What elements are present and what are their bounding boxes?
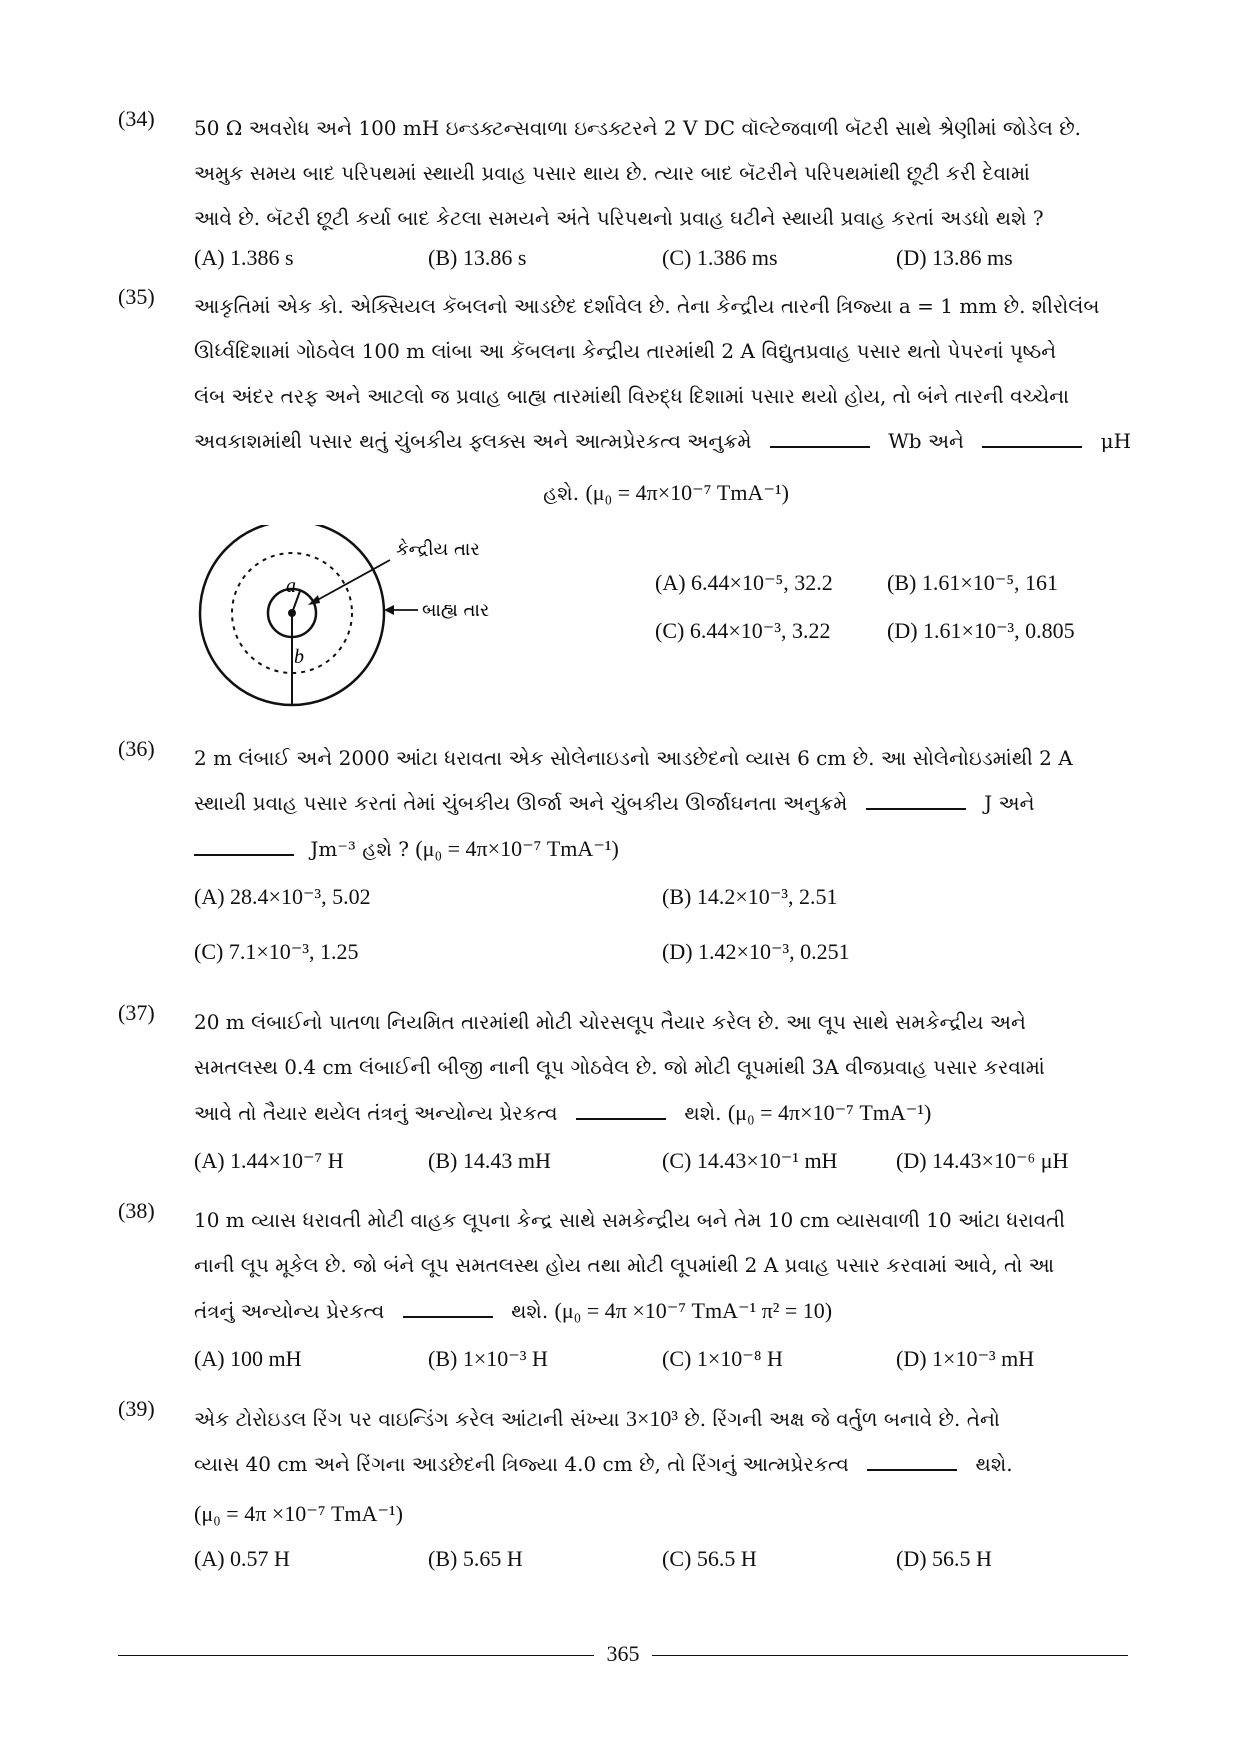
question-35 [118, 284, 1138, 516]
question-number: (34) [118, 106, 155, 131]
options [194, 245, 1138, 271]
option-d[interactable]: (D) 13.86 ms [896, 245, 1013, 270]
options [194, 1546, 1138, 1572]
answer-blank [867, 1468, 957, 1471]
option-b[interactable]: (B) 14.43 mH [428, 1148, 551, 1173]
footer-rule-right [652, 1655, 1128, 1656]
option-b[interactable]: (B) 5.65 H [428, 1546, 523, 1571]
question-text: આકૃતિમાં એક કો. એક્સિયલ કૅબલનો આડછેદ દર્શાવેલ છે. તેના કેન્દ્રીય તારની ત્રિજ્યા a = 1 mm છે. શીરોલંબ ઊર્ધ્વદિશામાં ગોઠવેલ 100 m લાંબા આ કૅબલના કેન્દ્રીય તારમાંથી 2 A વિદ્યુતપ્રવાહ પસાર થતો પેપરનાં પૃષ્ઠને લંબ અંદર તરફ અને આટલો જ પ્રવાહ બાહ્ય તારમાંથી વિરુદ્ધ દિશામાં પસાર થયો હોય, તો બંને તારની વચ્ચેના અવકાશમાંથી પસાર થતું ચુંબકીય ફ્લક્સ અને આત્મપ્રેરકત્વ અનુક્રમે Wb અને μH હશે. (μ₀ = 4π×10⁻⁷ TmA⁻¹) [194, 294, 1132, 505]
formula: (μ₀ = 4π ×10⁻⁷ TmA⁻¹ π² = 10) [554, 1298, 833, 1323]
option-a[interactable]: (A) 28.4×10⁻³, 5.02 [194, 884, 371, 909]
svg-text:a: a [286, 575, 296, 597]
option-b[interactable]: (B) 1×10⁻³ H [428, 1346, 548, 1371]
coaxial-cable-figure [190, 525, 520, 725]
options [194, 1148, 1138, 1174]
option-c[interactable]: (C) 14.43×10⁻¹ mH [662, 1148, 838, 1173]
question-number: (35) [118, 284, 155, 309]
formula: (μ₀ = 4π ×10⁻⁷ TmA⁻¹) [194, 1501, 403, 1526]
question-number: (36) [118, 736, 155, 761]
option-a[interactable]: (A) 1.386 s [194, 245, 294, 270]
page-number: 365 [606, 1641, 640, 1666]
question-number: (37) [118, 1000, 155, 1025]
answer-blank [403, 1315, 493, 1318]
option-a[interactable]: (A) 0.57 H [194, 1546, 290, 1571]
option-c[interactable]: (C) 6.44×10⁻³, 3.22 [655, 618, 831, 643]
option-b[interactable]: (B) 13.86 s [428, 245, 527, 270]
options [194, 884, 1138, 965]
question-34 [118, 106, 1138, 271]
question-text: 2 m લંબાઈ અને 2000 આંટા ધરાવતા એક સોલેનાઇડનો આડછેદનો વ્યાસ 6 cm છે. આ સોલેનોઇડમાંથી 2 A સ્થાયી પ્રવાહ પસાર કરતાં તેમાં ચુંબકીય ઊર્જા અને ચુંબકીય ઊર્જાઘનતા અનુક્રમે J અને Jm⁻³ હશે ? (μ₀ = 4π×10⁻⁷ TmA⁻¹) [194, 746, 1073, 861]
question-text: એક ટોરોઇડલ રિંગ પર વાઇન્ડિંગ કરેલ આંટાની સંખ્યા 3×10³ છે. રિંગની અક્ષ જે વર્તુળ બનાવે છે. તેનો વ્યાસ 40 cm અને રિંગના આડછેદની ત્રિજ્યા 4.0 cm છે, તો રિંગનું આત્મપ્રેરકત્વ થશે. (μ₀ = 4π ×10⁻⁷ TmA⁻¹) [194, 1396, 1138, 1536]
answer-blank [866, 807, 966, 810]
option-a[interactable]: (A) 6.44×10⁻⁵, 32.2 [655, 570, 833, 595]
option-a[interactable]: (A) 1.44×10⁻⁷ H [194, 1148, 344, 1173]
option-d[interactable]: (D) 1.42×10⁻³, 0.251 [662, 939, 850, 964]
answer-blank [770, 445, 870, 448]
option-d[interactable]: (D) 1.61×10⁻³, 0.805 [887, 618, 1075, 643]
formula: (μ₀ = 4π×10⁻⁷ TmA⁻¹) [727, 1100, 932, 1125]
option-b[interactable]: (B) 1.61×10⁻⁵, 161 [887, 570, 1059, 595]
option-c[interactable]: (C) 1×10⁻⁸ H [662, 1346, 783, 1371]
formula: (μ₀ = 4π×10⁻⁷ TmA⁻¹) [585, 480, 789, 505]
option-b[interactable]: (B) 14.2×10⁻³, 2.51 [662, 884, 838, 909]
answer-blank [194, 853, 294, 856]
formula: (μ₀ = 4π×10⁻⁷ TmA⁻¹) [415, 836, 619, 861]
question-38 [118, 1198, 1138, 1372]
question-text: 10 m વ્યાસ ધરાવતી મોટી વાહક લૂપના કેન્દ્ર સાથે સમકેન્દ્રીય બને તેમ 10 cm વ્યાસવાળી 10 આંટા ધરાવતી નાની લૂપ મૂકેલ છે. જો બંને લૂપ સમતલસ્થ હોય તથા મોટી લૂપમાંથી 2 A પ્રવાહ પસાર કરવામાં આવે, તો આ તંત્રનું અન્યોન્ય પ્રેરકત્વ થશે. (μ₀ = 4π ×10⁻⁷ TmA⁻¹ π² = 10) [194, 1208, 1066, 1323]
option-d[interactable]: (D) 14.43×10⁻⁶ μH [896, 1148, 1069, 1173]
question-37 [118, 1000, 1138, 1174]
option-c[interactable]: (C) 1.386 ms [662, 245, 778, 270]
question-36 [118, 736, 1138, 965]
option-a[interactable]: (A) 100 mH [194, 1346, 302, 1371]
question-number: (38) [118, 1198, 155, 1223]
option-c[interactable]: (C) 7.1×10⁻³, 1.25 [194, 939, 359, 964]
question-text: 50 Ω અવરોધ અને 100 mH ઇન્ડક્ટન્સવાળા ઇન્ડક્ટરને 2 V DC વૉલ્ટેજવાળી બૅટરી સાથે શ્રેણીમાં જોડેલ છે. અમુક સમય બાદ પરિપથમાં સ્થાયી પ્રવાહ પસાર થાય છે. ત્યાર બાદ બૅટરીને પરિપથમાંથી છૂટી કરી દેવામાં આવે છે. બૅટરી છૂટી કર્યા બાદ કેટલા સમયને અંતે પરિપથનો પ્રવાહ ઘટીને સ્થાયી પ્રવાહ કરતાં અડધો થશે ? [194, 116, 1082, 230]
answer-blank [982, 445, 1082, 448]
options [194, 1346, 1138, 1372]
option-d[interactable]: (D) 1×10⁻³ mH [896, 1346, 1035, 1371]
question-text: 20 m લંબાઈનો પાતળા નિયમિત તારમાંથી મોટી ચોરસલૂપ તૈયાર કરેલ છે. આ લૂપ સાથે સમકેન્દ્રીય અને સમતલસ્થ 0.4 cm લંબાઈની બીજી નાની લૂપ ગોઠવેલ છે. જો મોટી લૂપમાંથી 3A વીજપ્રવાહ પસાર કરવામાં આવે તો તૈયાર થયેલ તંત્રનું અન્યોન્ય પ્રેરકત્વ થશે. (μ₀ = 4π×10⁻⁷ TmA⁻¹) [194, 1010, 1045, 1125]
footer-rule-left [118, 1655, 594, 1656]
question-35-options [655, 570, 1135, 644]
option-c[interactable]: (C) 56.5 H [662, 1546, 757, 1571]
answer-blank [576, 1117, 666, 1120]
question-39 [118, 1396, 1138, 1572]
outer-arrowhead [384, 605, 394, 615]
svg-text:b: b [294, 646, 304, 668]
svg-text:બાહ્ય તાર: બાહ્ય તાર [422, 600, 490, 621]
option-d[interactable]: (D) 56.5 H [896, 1546, 992, 1571]
question-number: (39) [118, 1396, 155, 1421]
svg-text:કેન્દ્રીય તાર: કેન્દ્રીય તાર [396, 539, 480, 560]
